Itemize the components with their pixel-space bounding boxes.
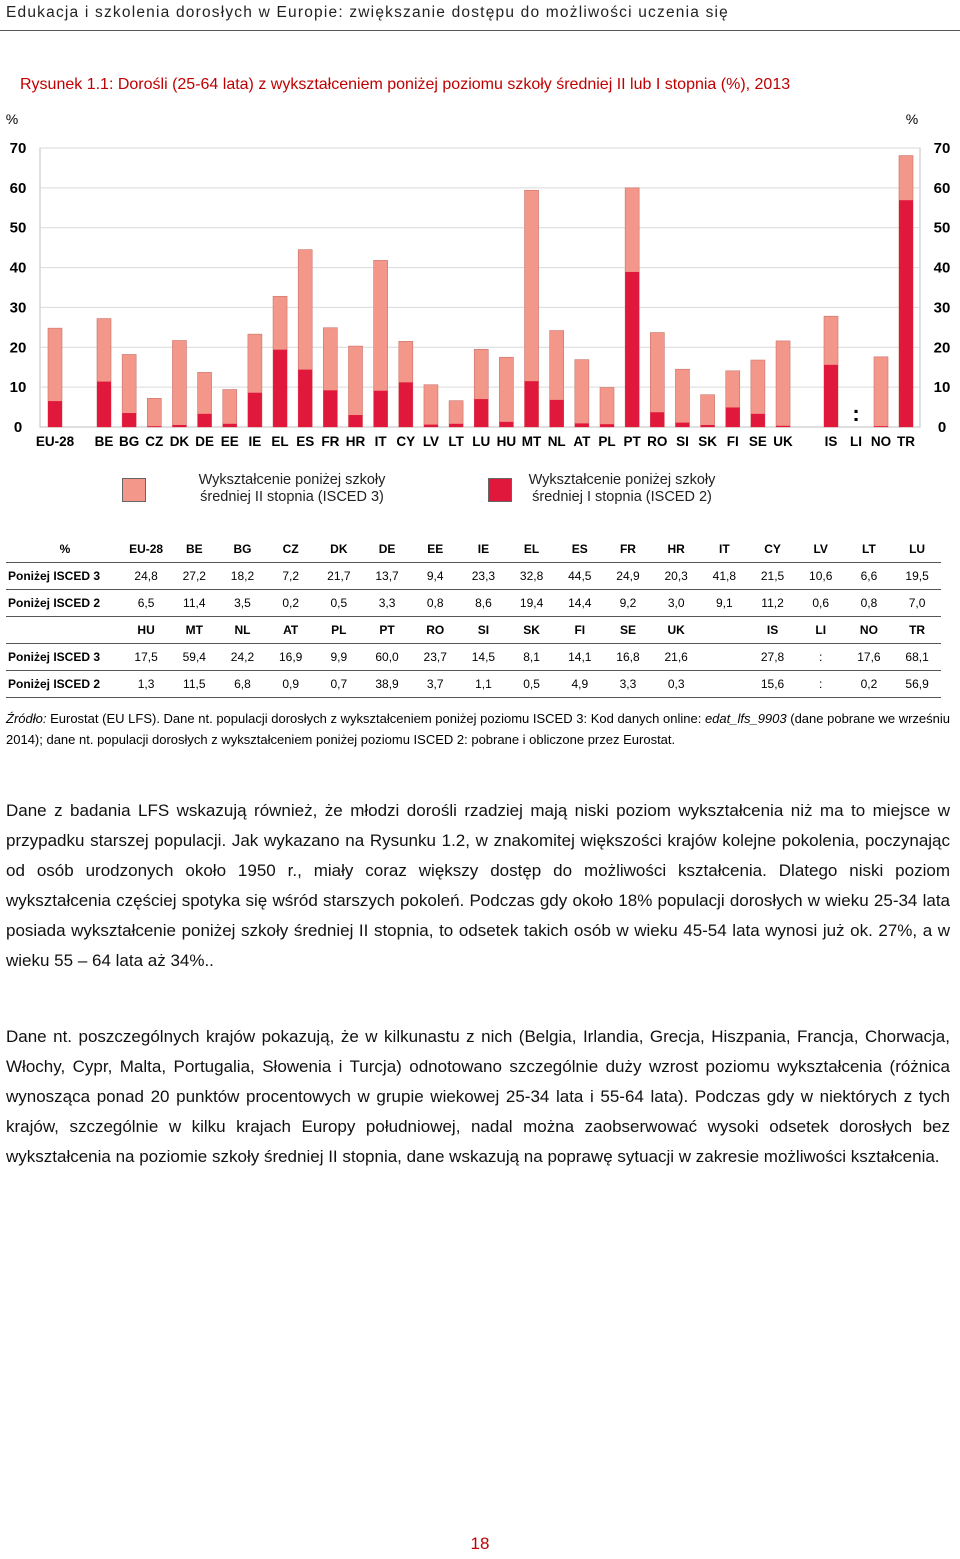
table-cell: AT [267,617,315,644]
bar-isced2-cz [147,426,161,427]
x-tick-label: PL [598,434,616,449]
table-cell: 27,2 [170,563,218,590]
table-cell: 0,2 [267,590,315,617]
table-cell: 24,2 [218,644,266,671]
x-tick-label: NO [870,434,892,449]
x-tick-label: FI [726,434,739,449]
y-tick-label-left: 0 [13,419,23,436]
table-cell: 1,3 [122,671,170,698]
table-cell: 0,7 [315,671,363,698]
table-cell: SE [604,617,652,644]
table-cell: 8,6 [459,590,507,617]
bar-isced2-tr [899,200,913,427]
table-cell: 68,1 [893,644,941,671]
table-cell: 3,5 [218,590,266,617]
bar-isced2-is [824,365,838,427]
x-tick-label: CZ [145,434,164,449]
y-tick-label-left: 40 [9,259,27,277]
table-cell: 59,4 [170,644,218,671]
table-cell: 16,8 [604,644,652,671]
x-tick-label: IS [824,434,838,449]
table-cell: 7,0 [893,590,941,617]
x-tick-label: SE [748,434,767,449]
table-cell: FR [604,536,652,563]
table-cell: 11,4 [170,590,218,617]
table-cell: NO [845,617,893,644]
table-cell: 23,3 [459,563,507,590]
bar-isced3-si [675,369,689,427]
bar-isced3-pl [600,388,614,427]
header-divider [0,30,960,31]
row-label: Poniżej ISCED 3 [6,563,122,590]
table-cell: 18,2 [218,563,266,590]
page-header [0,0,960,30]
table-cell: 19,5 [893,563,941,590]
bar-isced3-sk [701,395,715,427]
x-tick-label: DE [195,434,214,449]
bar-isced2-fr [323,390,337,427]
x-tick-label: DK [169,434,190,449]
table-cell: 41,8 [700,563,748,590]
bar-isced3-hu [499,357,513,427]
bar-isced2-eu-28 [48,401,62,427]
x-tick-label: CY [396,434,416,449]
y-unit-left: % [5,111,19,127]
table-cell: IE [459,536,507,563]
table-cell: 21,5 [748,563,796,590]
x-tick-label: TR [897,434,915,449]
bar-isced2-sk [701,425,715,427]
bar-isced2-uk [776,426,790,427]
table-cell: 3,0 [652,590,700,617]
y-tick-label-right: 40 [933,259,951,277]
x-tick-label: HU [496,434,517,449]
bar-isced3-lt [449,401,463,427]
table-cell: 0,8 [411,590,459,617]
table-cell: RO [411,617,459,644]
table-cell: 14,1 [556,644,604,671]
bar-isced2-se [751,414,765,427]
y-tick-label-left: 50 [9,219,27,237]
bar-isced2-lu [474,399,488,427]
x-tick-label: UK [773,434,793,449]
source-note: Źródło: Eurostat (EU LFS). Dane nt. populacji dorosłych z wykształceniem poniżej poziomu ISCED 3: Kod danych online: edat_lfs_9903 (dane pobrane we wrześniu 2014); dane nt. populacji dorosłych z wykształceniem poniżej poziomu ISCED 2: pobrane i obliczone przez Eurostat. [6,711,950,747]
paragraph-1: Dane z badania LFS wskazują również, że młodzi dorośli rzadziej mają niski poziom wykształcenia niż ma to miejsce w przypadku starszej populacji. Jak wykazano na Rysunku 1.2, w znakomitej większości krajów kolejne pokolenia, poczynając od osób urodzonych około 1950 r., miały coraz większy dostęp do możliwości kształcenia. Dlatego niski poziom wykształcenia częściej spotyka się wśród starszych pokoleń. Podczas gdy około 18% populacji dorosłych w wieku 25-34 lata posiada wykształcenie poniżej szkoły średniej II stopnia, to odsetek takich osób w wieku 45-54 lata wynosi już ok. 27%, a w wieku 55 – 64 lata aż 34%.. [6,801,950,970]
table-cell: 9,1 [700,590,748,617]
y-tick-label-right: 70 [933,140,951,157]
table-cell: HU [122,617,170,644]
y-tick-label-left: 30 [9,299,27,317]
table-cell: 13,7 [363,563,411,590]
bar-isced2-no [874,426,888,427]
legend-label-isced3: Wykształcenie poniżej szkoły średniej II stopnia (ISCED 3) [198,472,386,505]
bar-isced2-el [273,350,287,427]
bar-isced3-uk [776,341,790,427]
x-tick-label: EU-28 [35,434,75,449]
table-cell: 9,4 [411,563,459,590]
paragraph-2: Dane nt. poszczególnych krajów pokazują, że w kilkunastu z nich (Belgia, Irlandia, Grecja, Hiszpania, Francja, Chorwacja, Włochy, Cypr, Malta, Portugalia, Słowenia i Turcja) odnotowano szczególnie duży wzrost poziomu wykształcenia (różnica wynosząca ponad 20 punktów procentowych w grupie wiekowej 25-34 lata i 55-64 lata). Podczas gdy w niektórych z tych krajów, szczególnie w kilku krajach Europy południowej, nadal można zaobserwować wysoki odsetek dorosłych bez wykształcenia na poziomie szkoły średniej II stopnia, dane wskazują na poprawę sytuacji w zakresie możliwości kształcenia. [6,1027,950,1166]
table-cell: 23,7 [411,644,459,671]
table-cell: 6,6 [845,563,893,590]
y-tick-label-right: 20 [933,339,951,357]
x-tick-label: LT [448,434,464,449]
table-cell: 38,9 [363,671,411,698]
legend-label-isced2: Wykształcenie poniżej szkoły średniej I stopnia (ISCED 2) [528,472,716,505]
bar-isced3-cz [147,398,161,427]
bar-isced3-at [575,360,589,427]
table-cell: UK [652,617,700,644]
x-tick-label: FR [321,434,340,449]
y-tick-label-left: 20 [9,339,27,357]
table-cell: 0,5 [508,671,556,698]
x-tick-label: LU [472,434,491,449]
row-label [6,617,122,644]
table-cell: 17,6 [845,644,893,671]
table-cell: LU [893,536,941,563]
table-cell: BE [170,536,218,563]
table-cell: 7,2 [267,563,315,590]
table-cell: 9,2 [604,590,652,617]
bar-isced2-hr [349,415,363,427]
y-tick-label-right: 60 [933,179,951,197]
table-cell: 19,4 [508,590,556,617]
table-cell: 0,2 [845,671,893,698]
data-table [6,536,941,698]
table-cell: 27,8 [748,644,796,671]
bar-isced2-de [198,414,212,427]
table-cell: 0,5 [315,590,363,617]
table-cell: CZ [267,536,315,563]
bar-isced3-hr [349,346,363,427]
table-cell: 44,5 [556,563,604,590]
x-tick-label: IE [248,434,262,449]
bar-isced3-lv [424,385,438,427]
table-cell: 3,3 [604,671,652,698]
table-cell: LV [797,536,845,563]
table-row [6,644,941,671]
bar-isced2-lv [424,425,438,427]
table-cell: MT [170,617,218,644]
bar-isced2-ee [223,424,237,427]
table-row [6,671,941,698]
bar-isced2-be [97,382,111,427]
table-cell: 0,3 [652,671,700,698]
y-tick-label-right: 0 [937,419,947,436]
table-cell: 60,0 [363,644,411,671]
bar-isced2-dk [172,425,186,427]
x-tick-label: LV [422,434,440,449]
table-cell: 11,5 [170,671,218,698]
row-label: Poniżej ISCED 2 [6,671,122,698]
x-tick-label: NL [547,434,566,449]
y-tick-label-right: 10 [933,379,951,397]
table-cell: 1,1 [459,671,507,698]
table-cell: : [797,644,845,671]
table-cell [700,644,748,671]
table-cell: FI [556,617,604,644]
x-tick-label: AT [573,434,591,449]
table-cell: 0,6 [797,590,845,617]
table-cell: IS [748,617,796,644]
table-cell: SI [459,617,507,644]
bar-chart [0,100,960,460]
table-cell: BG [218,536,266,563]
table-cell: 4,9 [556,671,604,698]
bar-isced2-bg [122,413,136,427]
table-cell: 20,3 [652,563,700,590]
table-cell: 3,7 [411,671,459,698]
table-cell: TR [893,617,941,644]
table-cell: 0,8 [845,590,893,617]
table-cell: 15,6 [748,671,796,698]
x-tick-label: MT [521,434,542,449]
x-tick-label: RO [647,434,668,449]
bar-isced2-at [575,423,589,427]
table-header-row-1 [6,536,941,563]
bar-isced3-no [874,357,888,427]
table-cell: 21,6 [652,644,700,671]
table-cell: 16,9 [267,644,315,671]
bar-isced2-pl [600,424,614,427]
bar-isced3-dk [172,341,186,427]
y-tick-label-left: 70 [9,140,27,157]
x-tick-label: EL [271,434,289,449]
x-tick-label: SI [676,434,689,449]
x-tick-label: SK [698,434,717,449]
table-cell [700,617,748,644]
bar-isced2-fi [726,407,740,427]
table-cell: 21,7 [315,563,363,590]
table-header-row-2 [6,617,941,644]
y-unit-right: % [905,111,919,127]
document-title: Edukacja i szkolenia dorosłych w Europie: zwiększanie dostępu do możliwości uczenia się [6,4,729,21]
y-tick-label-left: 10 [9,379,27,397]
table-cell: PT [363,617,411,644]
table-cell: 24,9 [604,563,652,590]
x-tick-label: PT [623,434,641,449]
table-cell: 6,5 [122,590,170,617]
page-number: 18 [470,1534,490,1553]
table-row [6,563,941,590]
row-label: Poniżej ISCED 2 [6,590,122,617]
table-cell: 17,5 [122,644,170,671]
bar-isced2-es [298,370,312,427]
x-tick-label: ES [296,434,315,449]
x-tick-label: EE [220,434,239,449]
bar-isced2-hu [499,422,513,427]
table-cell: 9,9 [315,644,363,671]
table-cell: 6,8 [218,671,266,698]
table-cell: NL [218,617,266,644]
bar-isced2-ro [650,412,664,427]
row-label: Poniżej ISCED 3 [6,644,122,671]
table-cell: CY [748,536,796,563]
x-tick-label: IT [374,434,387,449]
table-cell: EE [411,536,459,563]
table-cell: 11,2 [748,590,796,617]
table-cell: 3,3 [363,590,411,617]
x-tick-label: HR [345,434,366,449]
x-tick-label: BG [119,434,140,449]
bar-isced2-cy [399,382,413,427]
y-tick-label-right: 30 [933,299,951,317]
table-cell: HR [652,536,700,563]
x-tick-label: BE [94,434,114,449]
bar-isced3-ee [223,390,237,427]
bar-isced2-si [675,423,689,427]
table-cell: LI [797,617,845,644]
table-cell: DE [363,536,411,563]
table-cell: 10,6 [797,563,845,590]
table-cell: 0,9 [267,671,315,698]
table-cell: PL [315,617,363,644]
legend-swatch-isced3 [122,478,146,502]
na-marker: : [852,401,860,426]
table-cell: LT [845,536,893,563]
table-cell: SK [508,617,556,644]
bar-isced2-pt [625,272,639,427]
bar-isced2-ie [248,393,262,427]
bar-isced2-mt [525,381,539,427]
table-cell: EU-28 [122,536,170,563]
table-cell [700,671,748,698]
table-cell: : [797,671,845,698]
figure-title: Rysunek 1.1: Dorośli (25-64 lata) z wykształceniem poniżej poziomu szkoły średniej II lub I stopnia (%), 2013 [20,76,791,93]
table-cell: 32,8 [508,563,556,590]
row-label: % [6,536,122,563]
table-cell: 14,5 [459,644,507,671]
y-tick-label-right: 50 [933,219,951,237]
table-cell: ES [556,536,604,563]
table-cell: DK [315,536,363,563]
y-tick-label-left: 60 [9,179,27,197]
table-cell: 56,9 [893,671,941,698]
bar-isced2-it [374,391,388,427]
bar-isced2-nl [550,400,564,427]
table-row [6,590,941,617]
table-cell: IT [700,536,748,563]
table-cell: EL [508,536,556,563]
table-cell: 8,1 [508,644,556,671]
bar-isced2-lt [449,424,463,427]
x-tick-label: LI [850,434,862,449]
table-cell: 14,4 [556,590,604,617]
table-cell: 24,8 [122,563,170,590]
